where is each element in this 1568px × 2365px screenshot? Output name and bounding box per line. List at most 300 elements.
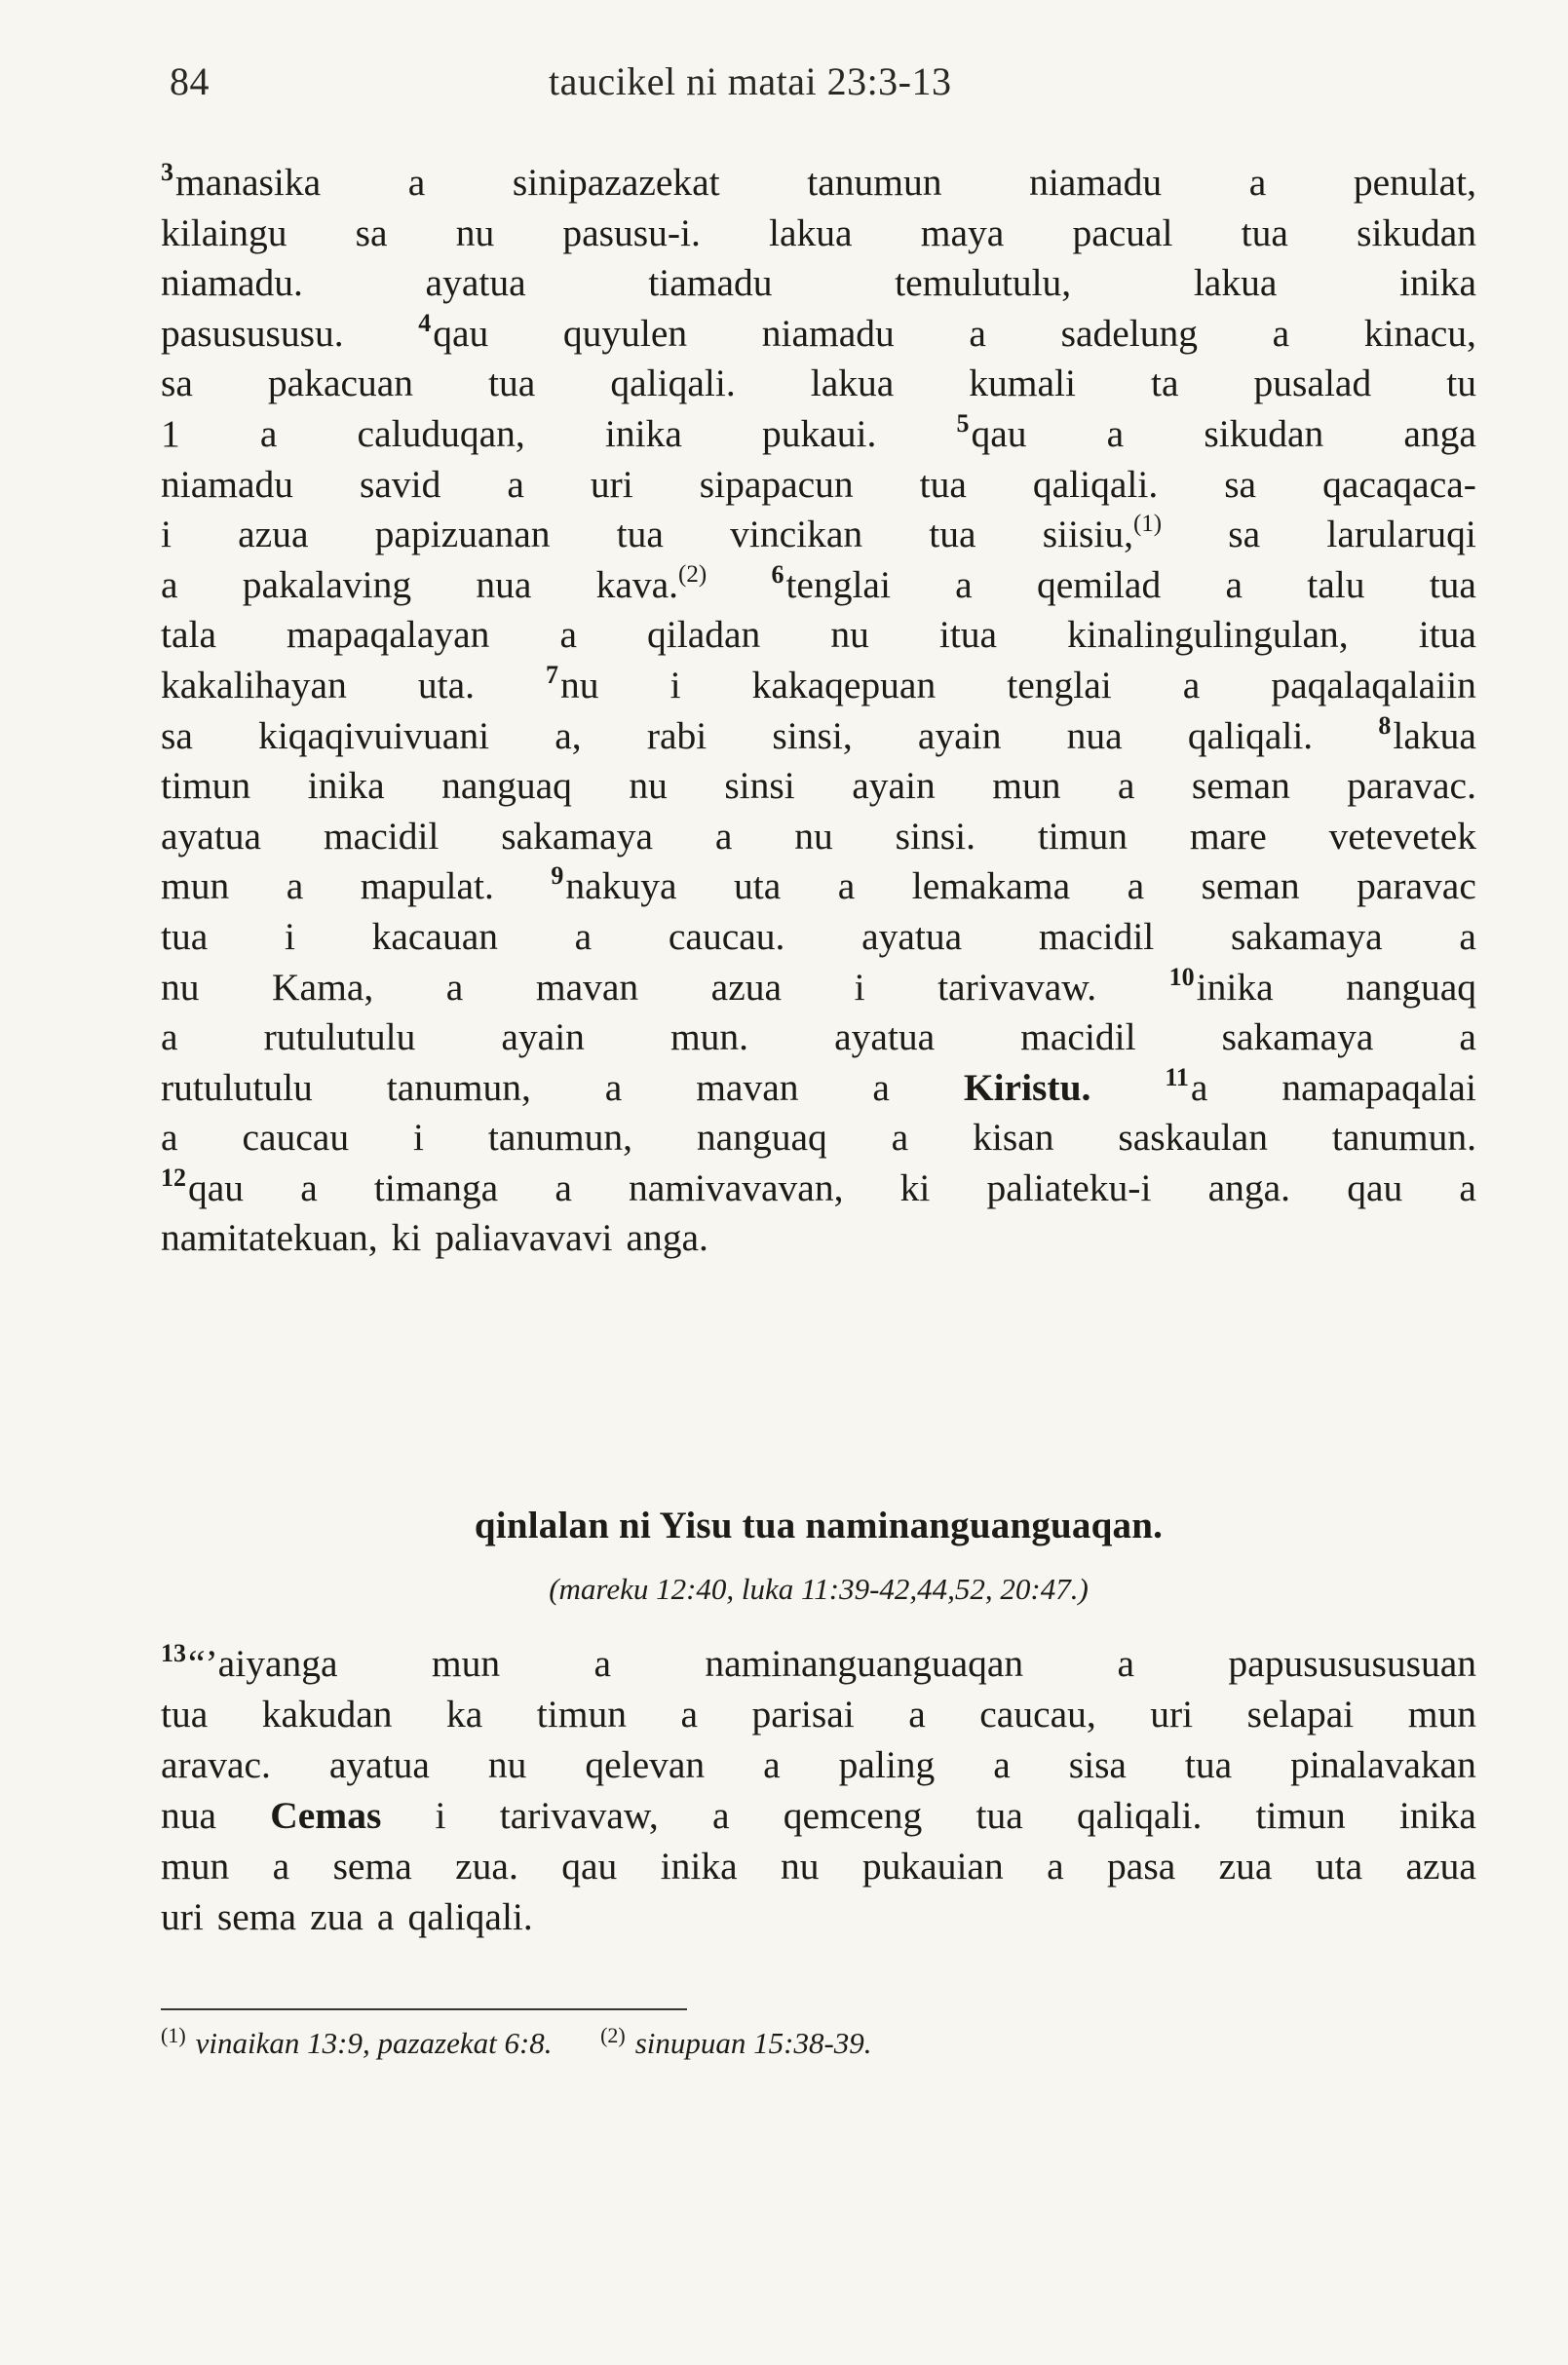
word-text: a: [711, 1794, 730, 1837]
word: [161, 1790, 216, 1841]
word-text: inika: [1399, 261, 1476, 305]
word: [896, 812, 975, 862]
word-text: ki: [899, 1165, 931, 1209]
word-text: a: [1106, 411, 1125, 455]
word: [262, 1689, 393, 1739]
word: [1231, 912, 1383, 963]
verse-number: 11: [1165, 1062, 1189, 1091]
word-text: quyulen: [562, 311, 688, 355]
word: [1430, 560, 1476, 611]
text-line: [161, 1689, 1476, 1739]
word: [1192, 761, 1290, 812]
word-text: naminanguanguaqan: [705, 1642, 1024, 1685]
word-text: ayatua: [834, 1015, 936, 1059]
word-text: ta: [1151, 362, 1179, 405]
word: [1364, 309, 1476, 360]
word-text: tua: [1184, 1743, 1233, 1786]
word-text: tenglai: [1007, 663, 1112, 706]
word: [921, 209, 1005, 259]
word-text: qaliqali.: [1032, 462, 1159, 506]
footnotes: [161, 2023, 1476, 2061]
word-text: sikudan: [1357, 210, 1476, 254]
word: [1332, 1113, 1476, 1163]
scripture-text-block: [161, 158, 1476, 1264]
word-text: uri: [1150, 1693, 1194, 1736]
word-text: timun: [1037, 814, 1128, 858]
word: [372, 912, 498, 963]
word: [377, 1891, 395, 1942]
word: [555, 1163, 572, 1214]
word: [559, 610, 577, 661]
word: [987, 1163, 1152, 1214]
word-text: a: [272, 1845, 290, 1888]
word-text: paravac.: [1347, 764, 1476, 808]
word-text: ayatua: [861, 914, 963, 958]
text-line: [161, 1790, 1476, 1841]
word: [1247, 1689, 1355, 1739]
word: [310, 1891, 363, 1942]
word: [979, 1689, 1096, 1739]
word: [1150, 1689, 1193, 1739]
word: [1107, 409, 1125, 460]
word: [1107, 1841, 1175, 1891]
word-text: nua: [476, 562, 532, 606]
word: [258, 711, 489, 762]
text-line: [161, 209, 1476, 259]
word: [161, 1689, 208, 1739]
word-text: anga.: [1207, 1165, 1291, 1209]
word-text: sipapacun: [699, 462, 854, 506]
word: [563, 309, 687, 360]
word: [1061, 309, 1198, 360]
word: [161, 258, 303, 309]
word-text: i: [413, 1116, 424, 1160]
word: [161, 912, 208, 963]
word: [1354, 158, 1476, 209]
word: [1357, 861, 1476, 912]
word-text: ayain: [917, 713, 1002, 757]
word: [973, 1113, 1053, 1163]
word: [217, 1891, 296, 1942]
word: [648, 258, 772, 309]
word: [1169, 963, 1274, 1013]
word: [418, 309, 488, 360]
word: [908, 1689, 926, 1739]
word: [957, 409, 1027, 460]
word-text: mapulat.: [360, 864, 494, 908]
word-text: a: [1127, 864, 1145, 908]
word-text: i: [284, 914, 295, 958]
text-line: [161, 560, 1476, 611]
word: [762, 309, 895, 360]
word: [661, 1841, 738, 1891]
text-line: [161, 963, 1476, 1013]
word: [242, 1113, 349, 1163]
word: [513, 158, 720, 209]
word-text: rutulutulu: [161, 1065, 313, 1109]
word-text: lakua: [810, 362, 895, 405]
word: [1039, 912, 1154, 963]
footnote-1-mark: (1): [161, 2023, 186, 2047]
word: [1316, 1841, 1362, 1891]
word-text: namapaqalai: [1281, 1065, 1476, 1109]
word-text: siisiu,: [1042, 513, 1133, 556]
running-head: [164, 58, 1489, 117]
word: [992, 761, 1060, 812]
word: [751, 1689, 854, 1739]
word: [161, 359, 193, 409]
word-text: niamadu: [1029, 161, 1163, 204]
word-text: a: [1225, 562, 1243, 606]
text-line: [161, 812, 1476, 862]
running-title: taucikel ni matai 23:3-13: [549, 59, 952, 103]
word-text: paliavavavi: [435, 1216, 613, 1260]
word: [862, 1841, 1004, 1891]
word-text: sema: [332, 1845, 412, 1888]
word: [784, 1790, 923, 1841]
word-text: sa: [161, 713, 193, 757]
text-line: [161, 912, 1476, 963]
word: [1346, 963, 1476, 1013]
word-text: namitatekuan,: [161, 1216, 378, 1260]
word-text: niamadu: [161, 462, 294, 506]
word-text: a: [407, 161, 426, 204]
word: [272, 963, 373, 1013]
word: [1249, 158, 1267, 209]
word-text: a: [680, 1693, 698, 1736]
word: [712, 1790, 730, 1841]
word: [500, 1790, 659, 1841]
word: [626, 1213, 708, 1264]
word: [413, 1113, 424, 1163]
word-text: uta.: [417, 663, 475, 706]
word-text: qemilad: [1036, 562, 1162, 606]
word-text: a: [872, 1065, 890, 1109]
word: [1185, 1739, 1232, 1790]
word: [647, 610, 760, 661]
word-text: kinalingulingulan,: [1067, 613, 1349, 657]
word-text: pakacuan: [267, 362, 414, 405]
word-text: maya: [920, 210, 1005, 254]
word-text: tu: [1446, 362, 1476, 405]
text-line: [161, 1213, 1476, 1264]
word: [1118, 1113, 1268, 1163]
word-text: sikudan: [1204, 411, 1324, 455]
word: [1281, 1063, 1476, 1114]
word-text: sa: [161, 362, 193, 405]
word: [161, 761, 250, 812]
word: [1067, 711, 1123, 762]
word-text: ayatua: [328, 1743, 430, 1786]
word-text: sinsi,: [772, 713, 853, 757]
word: [161, 309, 344, 360]
text-line: [161, 359, 1476, 409]
word: [1459, 1163, 1476, 1214]
word: [1072, 209, 1172, 259]
word: [1188, 711, 1313, 762]
word: [1047, 1841, 1064, 1891]
word-text: kinacu,: [1363, 311, 1476, 355]
word-text: 1: [161, 411, 180, 455]
word: [811, 359, 895, 409]
text-line: [161, 1739, 1476, 1790]
word: [161, 158, 321, 209]
word: [1037, 560, 1161, 611]
word-text: tua: [161, 1693, 209, 1736]
word: [287, 610, 489, 661]
word: [1007, 661, 1112, 711]
word: [605, 1063, 623, 1114]
word-text: ayain: [852, 764, 936, 808]
word-text: mavan: [696, 1065, 799, 1109]
word: [1347, 1163, 1402, 1214]
word: [333, 1841, 412, 1891]
word-text: niamadu.: [161, 261, 303, 305]
text-line: [161, 1891, 1476, 1942]
word: [964, 1063, 1091, 1114]
word-text: a: [714, 814, 733, 858]
word-text: tala: [161, 613, 217, 657]
word-text: a: [259, 411, 278, 455]
word-text: tanumun,: [386, 1065, 531, 1109]
word-text: paqalaqalaiin: [1271, 663, 1476, 706]
word: [392, 1213, 422, 1264]
word: [161, 1213, 378, 1264]
word-text: nanguaq: [441, 764, 572, 808]
word: [1403, 409, 1476, 460]
word-text: timun: [1255, 1794, 1346, 1837]
word: [1219, 1841, 1273, 1891]
word: [1459, 1012, 1476, 1063]
word-text: lemakama: [911, 864, 1071, 908]
word: [1069, 1739, 1127, 1790]
word-text: azua: [710, 965, 783, 1009]
word-text: nu: [794, 814, 833, 858]
word-text: mun.: [669, 1015, 749, 1059]
word-text: nu: [560, 663, 599, 706]
word: [976, 1790, 1023, 1841]
word-text: nua: [161, 1794, 217, 1837]
word: [407, 1891, 532, 1942]
word-text: caluduqan,: [357, 411, 525, 455]
word: [669, 912, 785, 963]
word: [161, 812, 261, 862]
word: [1165, 1063, 1207, 1114]
text-line: [161, 158, 1476, 209]
word: [1067, 610, 1349, 661]
word: [243, 560, 411, 611]
word: [501, 812, 653, 862]
word: [839, 1739, 936, 1790]
word: [446, 963, 464, 1013]
word-text: sakamaya: [1230, 914, 1383, 958]
word-text: penulat,: [1353, 161, 1476, 204]
word: [1419, 610, 1476, 661]
word: [426, 258, 526, 309]
word: [324, 812, 439, 862]
word-text: a: [593, 1642, 611, 1685]
word-text: a: [161, 1116, 178, 1160]
text-line: [161, 460, 1476, 511]
word: [287, 861, 304, 912]
word: [1399, 1790, 1476, 1841]
word: [1118, 761, 1135, 812]
word: [1190, 812, 1267, 862]
text-line: [161, 1163, 1476, 1214]
word: [476, 560, 531, 611]
word: [697, 1113, 827, 1163]
word-text: pacual: [1072, 210, 1173, 254]
word: [1194, 258, 1278, 309]
footnote-reference: (2): [678, 560, 708, 588]
word: [375, 510, 551, 560]
word-text: i: [435, 1794, 446, 1837]
word-text: ayain: [501, 1015, 585, 1059]
word-text: caucau.: [668, 914, 785, 958]
word-text: qau: [433, 311, 489, 355]
word-text: tua: [488, 362, 536, 405]
word: [1378, 711, 1476, 762]
word-text: papususususuan: [1228, 1642, 1476, 1685]
word-text: a: [891, 1116, 909, 1160]
text-line: [161, 711, 1476, 762]
word: [356, 209, 388, 259]
footnote-divider: [161, 2008, 687, 2010]
word: [1202, 861, 1300, 912]
verse-number: 4: [418, 308, 432, 337]
word-text: caucau,: [979, 1693, 1096, 1736]
word: [329, 1739, 430, 1790]
word-text: lakua: [769, 210, 853, 254]
word-text: timanga: [373, 1165, 499, 1209]
word-text: a: [161, 1015, 178, 1059]
word: [1228, 1638, 1476, 1689]
word-text: a: [559, 613, 577, 657]
word: [161, 711, 193, 762]
word-text: a: [763, 1743, 781, 1786]
word-text: nu: [629, 764, 668, 808]
word-text: timun: [536, 1693, 627, 1736]
word-text: inika: [1196, 965, 1274, 1009]
word: [387, 1063, 531, 1114]
word-text: mun: [992, 764, 1061, 808]
word-text: mun: [161, 864, 230, 908]
word: [696, 1063, 798, 1114]
word: [794, 812, 833, 862]
word-text: pusalad: [1253, 362, 1372, 405]
word: [1033, 460, 1158, 511]
word-text: a: [1190, 1065, 1208, 1109]
word-text: qaliqali.: [407, 1895, 533, 1938]
word-text: sa: [1228, 513, 1261, 556]
word-text: pakalaving: [242, 562, 412, 606]
word-text: i: [854, 965, 865, 1009]
word-text: manasika: [175, 161, 322, 204]
word: [670, 1012, 748, 1063]
word-text: kisan: [973, 1116, 1054, 1160]
word: [969, 309, 986, 360]
word: [929, 510, 975, 560]
word-text: niamadu: [761, 311, 895, 355]
word: [1307, 560, 1364, 611]
word-text: tua: [1241, 210, 1288, 254]
word: [1224, 460, 1256, 511]
word: [435, 1213, 612, 1264]
word-text: sa: [355, 210, 388, 254]
word: [488, 359, 535, 409]
word-text: anga: [1403, 411, 1476, 455]
word-text: mare: [1189, 814, 1267, 858]
word-text: kiqaqivuivuani: [258, 713, 490, 757]
word-text: a: [445, 965, 464, 1009]
word: [161, 1841, 229, 1891]
word-text: sinipazazekat: [512, 161, 720, 204]
word: [918, 711, 1002, 762]
word-text: a: [993, 1743, 1011, 1786]
word-text: qaliqali.: [1187, 713, 1314, 757]
scripture-text-block-2: [161, 1638, 1476, 1942]
word-text: sadelung: [1060, 311, 1198, 355]
word-text: tarivavaw.: [937, 965, 1097, 1009]
word-text: sinsi.: [895, 814, 975, 858]
footnote-1: [161, 2023, 559, 2060]
verse-number: 5: [956, 408, 970, 438]
word: [605, 409, 682, 460]
word: [418, 661, 475, 711]
footnote-2-mark: (2): [600, 2023, 626, 2047]
word-text: itua: [1418, 613, 1476, 657]
word: [161, 861, 229, 912]
word-text: tanumun.: [1331, 1116, 1476, 1160]
text-line: [161, 861, 1476, 912]
word-text: paling: [838, 1743, 936, 1786]
word-text: a: [1117, 1642, 1135, 1685]
word-text: qau: [971, 411, 1027, 455]
word-text: tua: [975, 1794, 1023, 1837]
word: [895, 258, 1071, 309]
word: [361, 861, 494, 912]
word-text: pasusususu.: [161, 311, 344, 355]
word: [360, 460, 440, 511]
word: [680, 1689, 698, 1739]
word: [939, 610, 997, 661]
word: [830, 610, 869, 661]
word: [762, 409, 876, 460]
word-text: inika: [1398, 1794, 1476, 1837]
word: [1446, 359, 1476, 409]
word-text: kacauan: [371, 914, 498, 958]
text-line: [161, 409, 1476, 460]
text-line: [161, 258, 1476, 309]
word: [358, 409, 525, 460]
word: [488, 1739, 527, 1790]
word-text: pukauian: [861, 1845, 1004, 1888]
word-text: nakuya: [565, 864, 677, 908]
word: [268, 359, 413, 409]
word-text: a,: [555, 713, 582, 757]
word: [1357, 209, 1476, 259]
word: [912, 861, 1070, 912]
word: [1228, 510, 1260, 560]
word: [537, 1689, 627, 1739]
word-text: paliateku-i: [986, 1165, 1152, 1209]
word-text: tua: [929, 513, 976, 556]
footnote-2: [600, 2023, 872, 2060]
word: [374, 1163, 498, 1214]
word-text: a: [1047, 1845, 1064, 1888]
word-text: kakalihayan: [161, 663, 347, 706]
word: [838, 861, 856, 912]
